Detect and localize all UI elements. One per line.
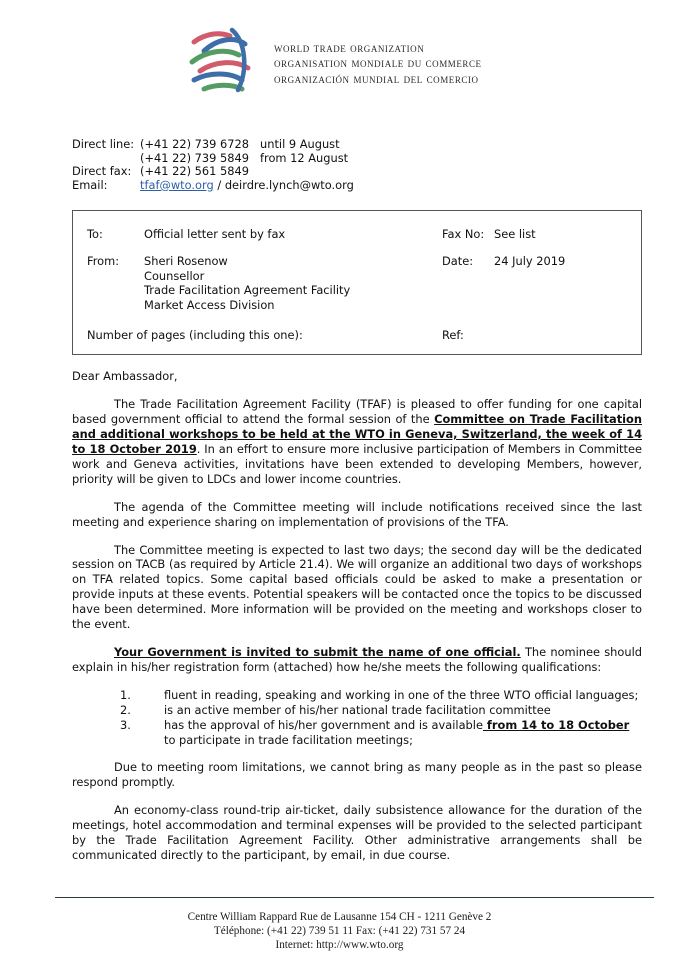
qualification-number-1: 1. xyxy=(120,687,131,702)
fax-number-group xyxy=(442,227,627,242)
salutation: Dear Ambassador, xyxy=(72,369,178,384)
footer-address: Centre William Rappard Rue de Lausanne 154 CH - 1211 Genève 2 xyxy=(187,911,492,923)
direct-line-availability-1: until 9 August xyxy=(260,137,340,151)
fax-no-value: See list xyxy=(494,227,536,242)
fax-header-box xyxy=(72,210,642,355)
qualification-number-3: 3. xyxy=(120,717,131,732)
fax-row-pages-ref xyxy=(87,328,627,343)
ref-label: Ref: xyxy=(442,327,464,342)
qualification-text-2: is an active member of his/her national trade facilitation committee xyxy=(164,702,551,717)
org-name-fr: organisation mondiale du commerce xyxy=(274,55,482,71)
qualification-number-2: 2. xyxy=(120,702,131,717)
footer-divider xyxy=(55,897,654,898)
direct-fax-value: (+41 22) 561 5849 xyxy=(140,164,250,179)
date-label: Date: xyxy=(442,253,474,268)
page-footer xyxy=(0,910,679,952)
p4-bold-invitation: Your Government is invited to submit the name of one official. xyxy=(114,644,521,659)
footer-phone-fax: Téléphone: (+41 22) 739 51 11 Fax: (+41 22) 731 57 24 xyxy=(213,925,466,937)
list-item xyxy=(72,703,642,718)
direct-fax-label: Direct fax: xyxy=(72,164,132,179)
fax-row-to xyxy=(73,227,641,242)
contact-row-direct-fax xyxy=(72,165,679,179)
email-values xyxy=(140,179,679,193)
to-value: Official letter sent by fax xyxy=(144,227,286,242)
email-link-tfaf[interactable]: tfaf@wto.org xyxy=(140,177,214,192)
contact-row-direct-line-2 xyxy=(72,152,679,166)
fax-to-group xyxy=(87,227,442,242)
direct-line-label-blank xyxy=(72,152,140,166)
from-line-name: Sheri Rosenow xyxy=(144,253,228,268)
organization-names xyxy=(274,36,482,86)
fax-no-label: Fax No: xyxy=(442,227,485,242)
paragraph-meeting-structure: The Committee meeting is expected to last two days; the second day will be the dedicated session on TACB (as required by Article 21.4). We will organize an additional two days of workshops on TFA related topics. Some capital based officials could be asked to make a presentation or provide inputs at these events. Potential speakers will be contacted once the topics to be discussed have been determined. More information will be provided on the meeting and workshops closer to the event. xyxy=(72,542,642,632)
p4-rest: The nominee should explain in his/her registration form (attached) how he/she meets the following qualifications: xyxy=(72,644,642,674)
pages-group xyxy=(87,328,442,343)
qualification-text-3 xyxy=(164,718,642,733)
letter-body xyxy=(72,369,642,862)
qualification-3-main: has the approval of his/her government and is available xyxy=(164,717,483,732)
paragraph-invitation xyxy=(72,645,642,675)
fax-date-group xyxy=(442,254,627,312)
list-item xyxy=(72,688,642,703)
contact-row-email xyxy=(72,179,679,193)
direct-line-value-2: (+41 22) 739 5849 xyxy=(140,150,250,165)
qualifications-list xyxy=(72,688,642,748)
email-label: Email: xyxy=(72,177,108,192)
pages-label: Number of pages (including this one): xyxy=(87,327,303,342)
paragraph-travel-funding: An economy-class round-trip air-ticket, daily subsistence allowance for the duration of the meetings, hotel accommodation and terminal expenses will be provided to the selected participant by the Trade Facilitation Agreement Facility. Other administrative arrangements shall be communicated directly to the participant, by email, in due course. xyxy=(72,803,642,862)
letterhead xyxy=(0,0,679,86)
paragraph-agenda: The agenda of the Committee meeting will include notifications received since the last meeting and experience sharing on implementation of provisions of the TFA. xyxy=(72,499,642,529)
p1-bold-meeting-details: Committee on Trade Facilitation and additional workshops to be held at the WTO in Geneva, Switzerland, the week of 14 to 18 October 2019 xyxy=(72,412,642,456)
paragraph-funding-offer xyxy=(72,397,642,486)
ref-group xyxy=(442,328,627,343)
footer-internet: Internet: http://www.wto.org xyxy=(275,939,404,951)
direct-line-label: Direct line: xyxy=(72,137,135,151)
to-label: To: xyxy=(87,227,103,242)
qualification-3-continuation: to participate in trade facilitation meetings; xyxy=(164,732,413,747)
contact-details xyxy=(0,138,679,192)
org-name-es: organización mundial del comercio xyxy=(274,70,479,86)
org-name-en: world trade organization xyxy=(274,40,425,56)
from-line-facility: Trade Facilitation Agreement Facility xyxy=(144,283,351,298)
list-item xyxy=(72,718,642,733)
from-line-division: Market Access Division xyxy=(144,297,275,312)
email-plain-deirdre: deirdre.lynch@wto.org xyxy=(224,177,354,192)
from-value xyxy=(144,254,442,312)
contact-row-direct-line-1 xyxy=(72,138,679,152)
fax-row-from xyxy=(73,254,641,312)
from-label: From: xyxy=(87,253,120,268)
direct-line-value-1: (+41 22) 739 6728 xyxy=(140,137,250,151)
paragraph-room-limitations: Due to meeting room limitations, we cannot bring as many people as in the past so please respond promptly. xyxy=(72,760,642,790)
email-separator: / xyxy=(213,177,225,192)
fax-from-group xyxy=(87,254,442,312)
from-line-title: Counsellor xyxy=(144,268,205,283)
qualification-text-1: fluent in reading, speaking and working in one of the three WTO official languages; xyxy=(164,687,639,702)
date-value: 24 July 2019 xyxy=(494,253,566,268)
p1-part-a: The Trade Facilitation Agreement Facility (TFAF) is pleased to offer funding for one capital based government official to attend the formal session of the xyxy=(72,397,642,427)
qualification-3-bold-dates: from 14 to 18 October xyxy=(482,717,630,732)
wto-globe-logo-icon xyxy=(182,22,260,100)
p1-part-b: . In an effort to ensure more inclusive participation of Members in Committee work and Geneva activities, invitations have been extended to developing Members, however, priority will be given to LDCs and lower income countries. xyxy=(72,442,642,486)
direct-line-availability-2: from 12 August xyxy=(260,150,349,165)
